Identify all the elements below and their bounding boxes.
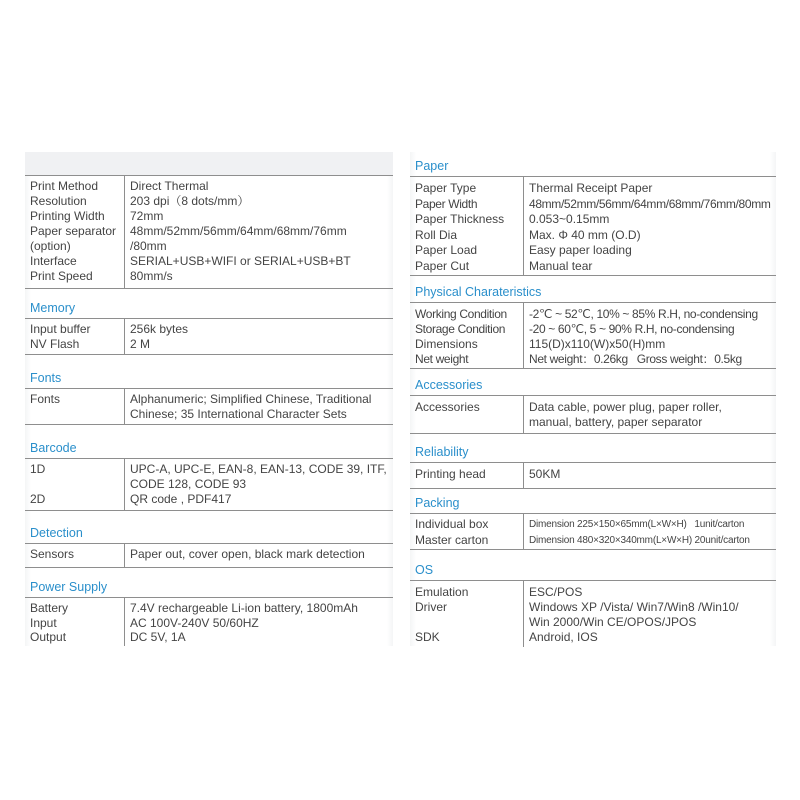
section-title: Memory [25,298,393,319]
memory-rows [25,319,393,355]
spec-label: Accessories [415,400,480,414]
spec-value: QR code , PDF417 [130,492,232,506]
spec-row [25,392,393,407]
barcode-rows [25,459,393,511]
spec-row [410,228,776,244]
section-title: Power Supply [25,577,393,598]
spec-label: Paper Load [415,243,478,257]
power-rows [25,598,393,646]
spec-row [25,254,393,269]
spec-value: 80mm/s [130,269,173,283]
general-rows [25,176,393,289]
spec-row [410,533,776,549]
section-physical [410,282,776,369]
spec-label: Output [30,630,67,644]
spec-row [410,181,776,197]
spec-label: Printing Width [30,209,105,223]
spec-label: Paper Cut [415,258,470,273]
spec-value: manual, battery, paper separator [529,415,703,429]
spec-row [410,517,776,533]
spec-value: Data cable, power plug, paper roller, [529,400,722,414]
spec-label: 2D [30,492,46,506]
section-title: Physical Charateristics [410,282,776,303]
reliability-rows [410,463,776,489]
spec-label [25,407,123,422]
os-rows [410,581,776,647]
spec-row [25,407,393,422]
spec-value: Net weight：0.26kg Gross weight：0.5kg [529,352,742,366]
spec-label: Paper Type [415,181,477,195]
spec-row [25,462,393,477]
spec-row [410,337,776,352]
spec-row [410,307,776,322]
spec-label: Print Speed [30,269,93,283]
accessories-rows [410,396,776,434]
spec-value: Windows XP /Vista/ Win7/Win8 /Win10/ [529,600,739,614]
spec-row [25,209,393,224]
spec-value: Chinese; 35 International Character Sets [130,407,347,421]
spec-label: Paper Width [415,196,478,211]
section-title: Detection [25,523,393,544]
spec-value: 115(D)x110(W)x50(H)mm [529,337,666,351]
section-title: Paper [410,156,776,177]
spec-value: 256k bytes [130,322,189,336]
spec-row [410,352,776,367]
spec-label: Emulation [415,585,469,599]
spec-row [410,600,776,615]
spec-row [410,259,776,275]
spec-row [25,616,393,631]
spec-row [25,269,393,284]
spec-row [25,477,393,492]
fonts-rows [25,389,393,425]
spec-row [25,239,393,254]
spec-row [410,467,776,482]
spec-value: Alphanumeric; Simplified Chinese, Traditional [130,392,372,406]
spec-value: Paper out, cover open, black mark detection [130,547,365,561]
spec-value: 50KM [529,467,561,481]
spec-label: Resolution [30,194,87,208]
spec-label: Input [30,615,57,630]
spec-value: SERIAL+USB+WIFI or SERIAL+USB+BT [130,254,351,268]
spec-row [410,400,776,415]
spec-label: Paper Thickness [415,212,505,226]
detection-rows [25,544,393,568]
spec-row [25,547,393,562]
spec-value: ESC/POS [529,585,583,599]
spec-row [410,322,776,337]
spec-value: Dimension 480×320×340mm(L×W×H) 20unit/carton [529,534,750,546]
spec-label: Working Condition [415,307,507,321]
paper-rows [410,177,776,276]
section-title: Fonts [25,368,393,389]
spec-value: 203 dpi（8 dots/mm） [130,194,250,208]
left-top-strip [25,152,393,176]
spec-value: -2℃ ~ 52℃, 10% ~ 85% R.H, no-condensing [529,307,758,321]
spec-row [25,601,393,616]
section-reliability [410,442,776,489]
spec-value: UPC-A, UPC-E, EAN-8, EAN-13, CODE 39, ITF, [130,462,387,476]
spec-value: 0.053~0.15mm [529,212,610,226]
spec-value: 48mm/52mm/56mm/64mm/68mm/76mm [130,224,347,238]
spec-row [410,630,776,645]
spec-value: Dimension 225×150×65mm(L×W×H) 1unit/carton [529,519,745,530]
spec-value: /80mm [130,239,167,253]
spec-label: NV Flash [30,337,80,351]
section-detection [25,523,393,568]
spec-label: Paper separator [30,224,117,238]
spec-label: SDK [415,630,440,644]
section-fonts [25,368,393,425]
spec-value: 7.4V rechargeable Li-ion battery, 1800mAh [130,601,358,615]
spec-label: Fonts [30,392,61,406]
spec-label [25,477,123,492]
spec-row [410,243,776,259]
spec-value: Max. Φ 40 mm (O.D) [529,227,641,242]
spec-row [25,492,393,507]
spec-value: CODE 128, CODE 93 [130,477,247,491]
spec-label: Individual box [415,517,489,531]
section-os [410,560,776,647]
spec-value: Thermal Receipt Paper [529,181,653,195]
section-power-supply [25,577,393,646]
spec-value: Direct Thermal [130,179,209,193]
spec-value: 48mm/52mm/56mm/64mm/68mm/76mm/80mm [529,196,771,211]
spec-label [410,615,522,630]
spec-row [25,630,393,645]
spec-value: 72mm [130,209,164,223]
section-title: OS [410,560,776,581]
spec-label: Driver [415,600,447,614]
spec-label: 1D [30,462,46,476]
spec-row [410,615,776,630]
spec-value: Android, IOS [529,630,598,644]
packing-rows [410,514,776,550]
section-general [25,175,393,289]
section-title: Reliability [410,442,776,463]
spec-label: Storage Condition [415,322,506,336]
spec-label: Master carton [415,532,489,547]
spec-label: Sensors [30,547,75,561]
spec-row [25,179,393,194]
spec-label: Roll Dia [415,227,458,242]
spec-label: Battery [30,601,69,615]
spec-label: Input buffer [30,322,91,336]
spec-label: Print Method [30,179,99,193]
section-title: Accessories [410,375,776,396]
spec-value: -20 ~ 60℃, 5 ~ 90% R.H, no-condensing [529,322,735,336]
spec-row [410,212,776,228]
section-packing [410,493,776,550]
spec-value: DC 5V, 1A [130,630,186,644]
spec-label: Interface [30,254,77,268]
spec-row [25,194,393,209]
section-memory [25,298,393,355]
spec-label: Printing head [415,467,486,481]
spec-value: 2 M [130,337,151,351]
spec-row [25,337,393,352]
section-title: Barcode [25,438,393,459]
spec-row [410,415,776,430]
section-accessories [410,375,776,434]
spec-label [410,415,522,430]
spec-label: Net weight [415,352,469,366]
spec-value: Win 2000/Win CE/OPOS/JPOS [529,615,697,629]
physical-rows [410,303,776,369]
spec-value: Easy paper loading [529,243,632,257]
spec-label: (option) [30,239,71,253]
spec-row [25,224,393,239]
spec-label: Dimensions [415,337,478,351]
section-title: Packing [410,493,776,514]
section-paper [410,156,776,276]
spec-row [410,197,776,213]
spec-row [410,585,776,600]
spec-value: Manual tear [529,258,593,273]
spec-row [25,322,393,337]
section-barcode [25,438,393,511]
spec-value: AC 100V-240V 50/60HZ [130,615,259,630]
